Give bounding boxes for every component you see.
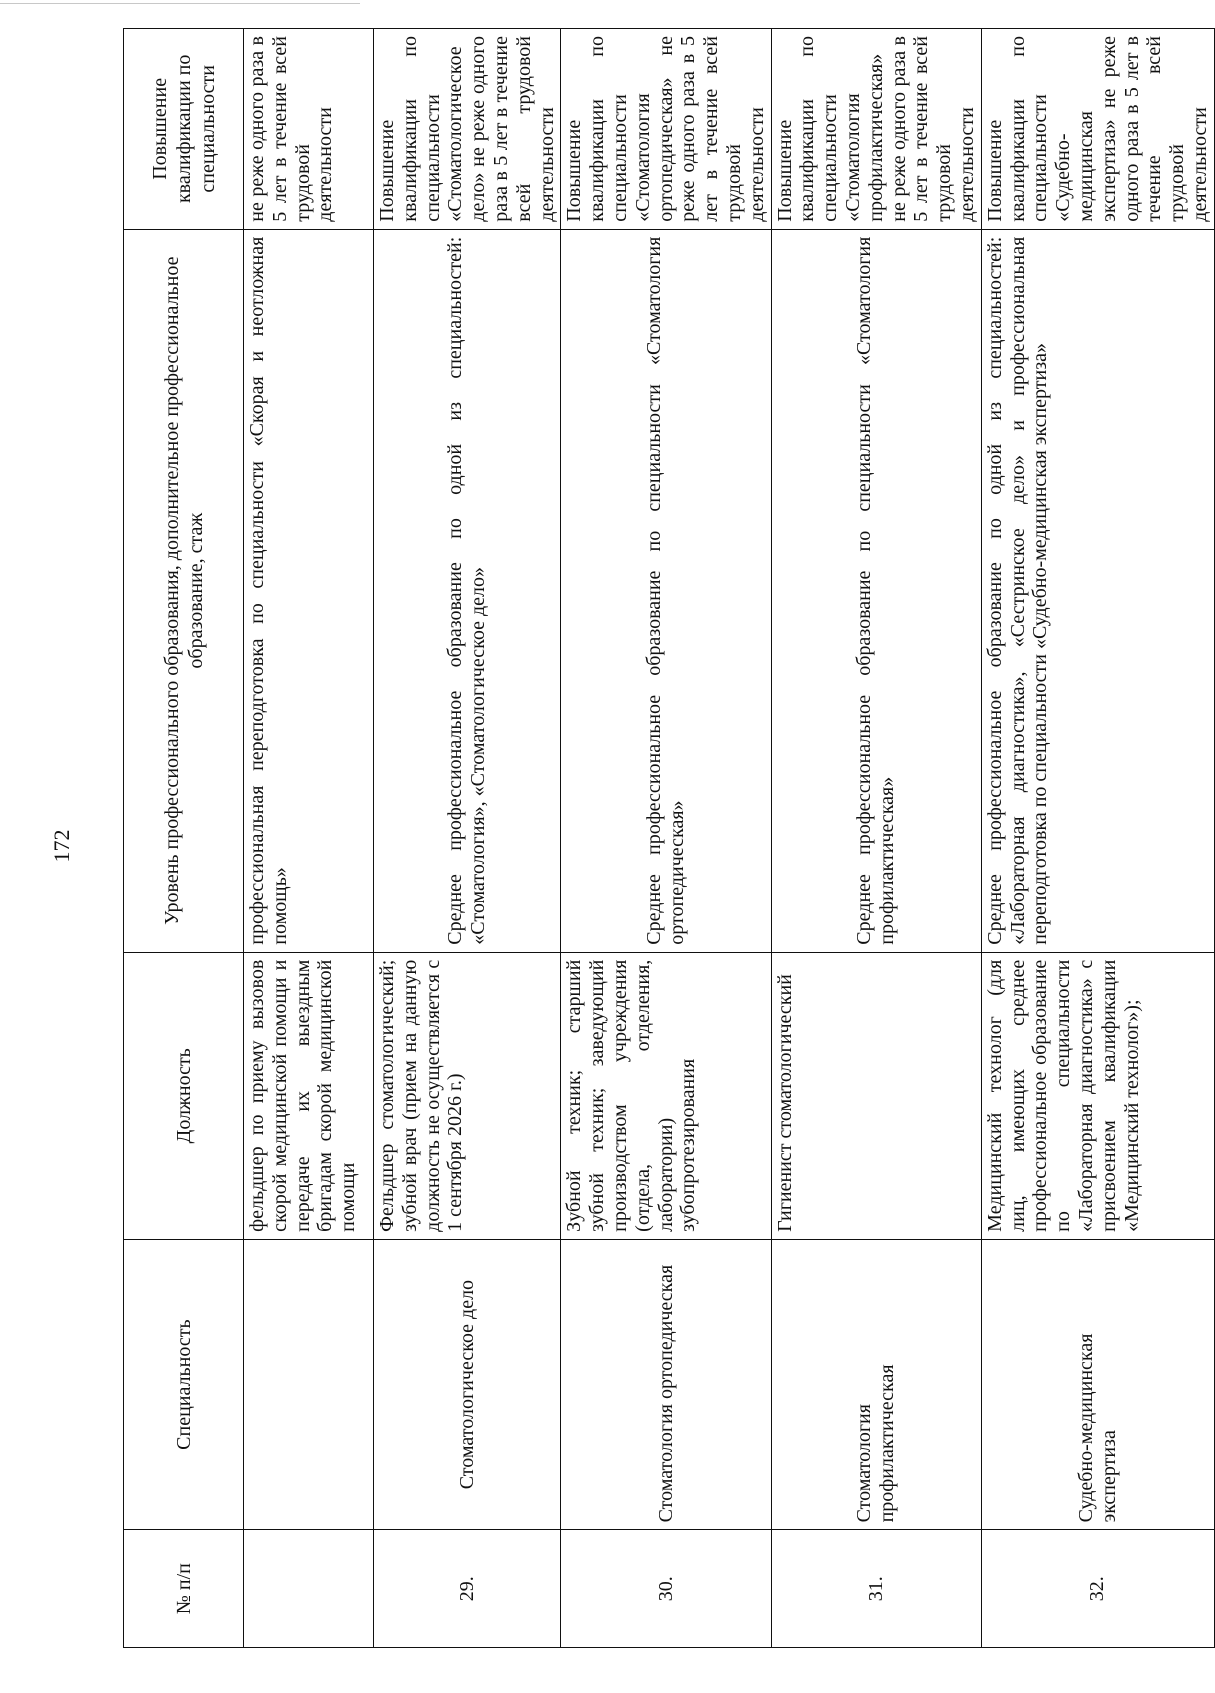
scan-top-edge — [0, 3, 360, 4]
header-education: Уровень профессионального образования, дополнительное профессиональное образование, стаж — [124, 229, 244, 952]
rotated-table-container — [123, 28, 1211, 1648]
table-row — [561, 29, 771, 1648]
row-position: Гигиенист стоматологический — [771, 952, 981, 1239]
row-num — [244, 1530, 374, 1648]
row-num: 29. — [374, 1530, 561, 1648]
row-qualification: Повышение квалификации по специальности «Стоматология профилактическая» не реже одного раза в 5 лет в течение всей трудовой деятельности — [771, 29, 981, 230]
row-education: Среднее профессиональное образование по одной из специальностей: «Стоматология», «Стоматологическое дело» — [374, 229, 561, 952]
row-specialty: Стоматология ортопедическая — [561, 1239, 771, 1530]
table-row — [981, 29, 1214, 1648]
header-position: Должность — [124, 952, 244, 1239]
row-education: профессиональная переподготовка по специальности «Скорая и неотложная помощь» — [244, 229, 374, 952]
row-qualification: Повышение квалификации по специальности «Стоматологическое дело» не реже одного раза в 5 лет в течение всей трудовой деятельности — [374, 29, 561, 230]
header-row — [124, 29, 244, 1648]
row-specialty: Стоматологическое дело — [374, 1239, 561, 1530]
row-num: 32. — [981, 1530, 1214, 1648]
header-specialty: Специальность — [124, 1239, 244, 1530]
page-number: 172 — [49, 829, 74, 863]
row-qualification: Повышение квалификации по специальности «Стоматология ортопедическая» не реже одного раза в 5 лет в течение всей трудовой деятельности — [561, 29, 771, 230]
header-qualification: Повышение квалификации по специальности — [124, 29, 244, 230]
row-education: Среднее профессиональное образование по специальности «Стоматология ортопедическая» — [561, 229, 771, 952]
row-num: 31. — [771, 1530, 981, 1648]
row-position: Медицинский технолог (для лиц, имеющих среднее профессиональное образование по специальности «Лабораторная диагностика» с присвоением квалификации «Медицинский технолог»); — [981, 952, 1214, 1239]
row-num: 30. — [561, 1530, 771, 1648]
row-specialty: Стоматология профилактическая — [771, 1239, 981, 1530]
row-specialty — [244, 1239, 374, 1530]
table-row — [771, 29, 981, 1648]
row-position: Зубной техник; старший зубной техник; заведующий производством учреждения (отдела, отделения, лаборатории) зубопротезирования — [561, 952, 771, 1239]
table-row — [374, 29, 561, 1648]
row-position: фельдшер по приему вызовов скорой медицинской помощи и передаче их выездным бригадам скорой медицинской помощи — [244, 952, 374, 1239]
row-education: Среднее профессиональное образование по специальности «Стоматология профилактическая» — [771, 229, 981, 952]
row-qualification: не реже одного раза в 5 лет в течение всей трудовой деятельности — [244, 29, 374, 230]
row-position: Фельдшер стоматологический; зубной врач (прием на данную должность не осуществляется с 1 сентября 2026 г.) — [374, 952, 561, 1239]
row-education: Среднее профессиональное образование по одной из специальностей: «Лабораторная диагностика», «Сестринское дело» и профессиональная переподготовка по специальности «Судебно-медицинская экспертиза» — [981, 229, 1214, 952]
row-qualification: Повышение квалификации по специальности «Судебно-медицинская экспертиза» не реже одного раза в 5 лет в течение всей трудовой деятельности — [981, 29, 1214, 230]
row-specialty: Судебно-медицинская экспертиза — [981, 1239, 1214, 1530]
header-num: № п/п — [124, 1530, 244, 1648]
table-row — [244, 29, 374, 1648]
specialty-table — [123, 28, 1215, 1648]
